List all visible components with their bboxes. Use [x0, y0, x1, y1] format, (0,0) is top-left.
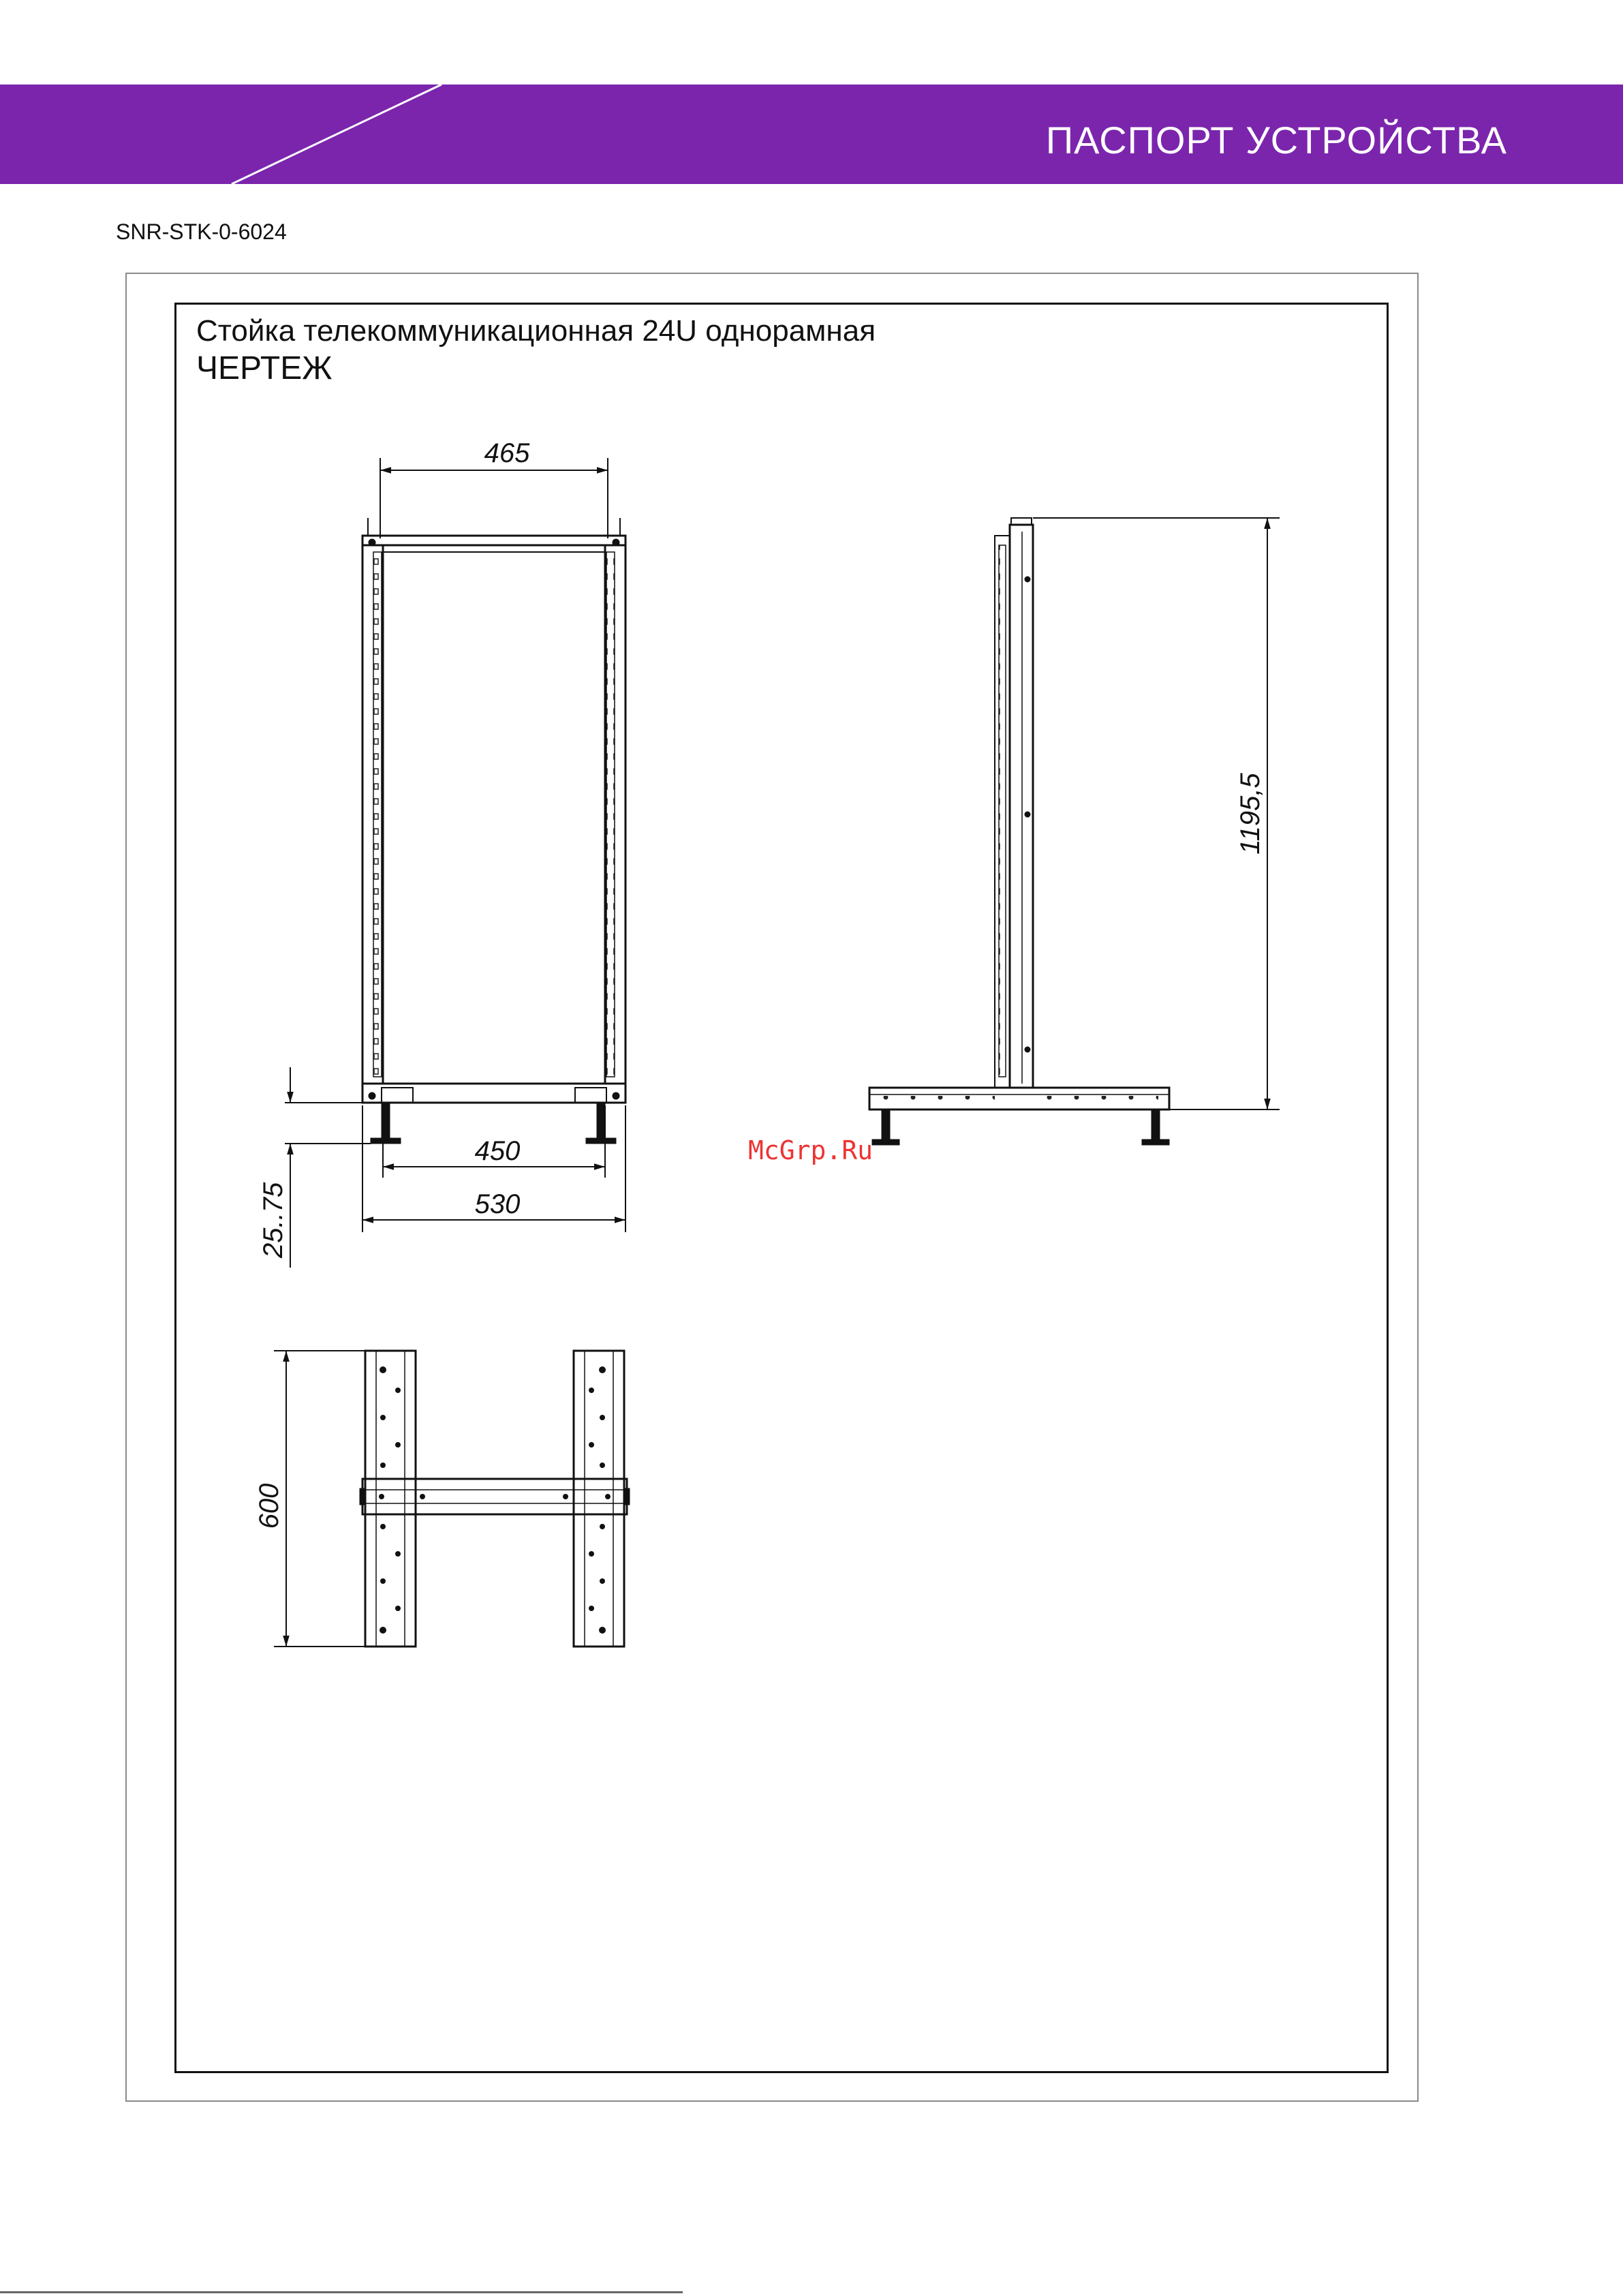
dimension-465-label: 465: [484, 438, 530, 468]
dimension-1195-label: 1195,5: [1235, 773, 1265, 855]
dimension-foot-height-label: 25..75: [258, 1182, 288, 1258]
drawing-subtitle: ЧЕРТЕЖ: [196, 350, 333, 386]
dimension-530-label: 530: [474, 1189, 521, 1219]
dimension-465: [380, 458, 608, 538]
footer-rule: [0, 2291, 683, 2293]
watermark: McGrp.Ru: [748, 1135, 874, 1165]
model-code: SNR-STK-0-6024: [116, 219, 287, 244]
dimension-600: [274, 1351, 365, 1647]
drawing-title: Стойка телекоммуникационная 24U однорамная: [196, 314, 876, 348]
front-view: [362, 518, 625, 1144]
dimension-600-label: 600: [254, 1483, 284, 1529]
top-view: [360, 1351, 630, 1647]
side-view: [869, 518, 1169, 1145]
page-header-title: ПАСПОРТ УСТРОЙСТВА: [1045, 119, 1507, 162]
dimension-foot-height: [285, 1067, 371, 1268]
dimension-450-label: 450: [474, 1136, 521, 1166]
